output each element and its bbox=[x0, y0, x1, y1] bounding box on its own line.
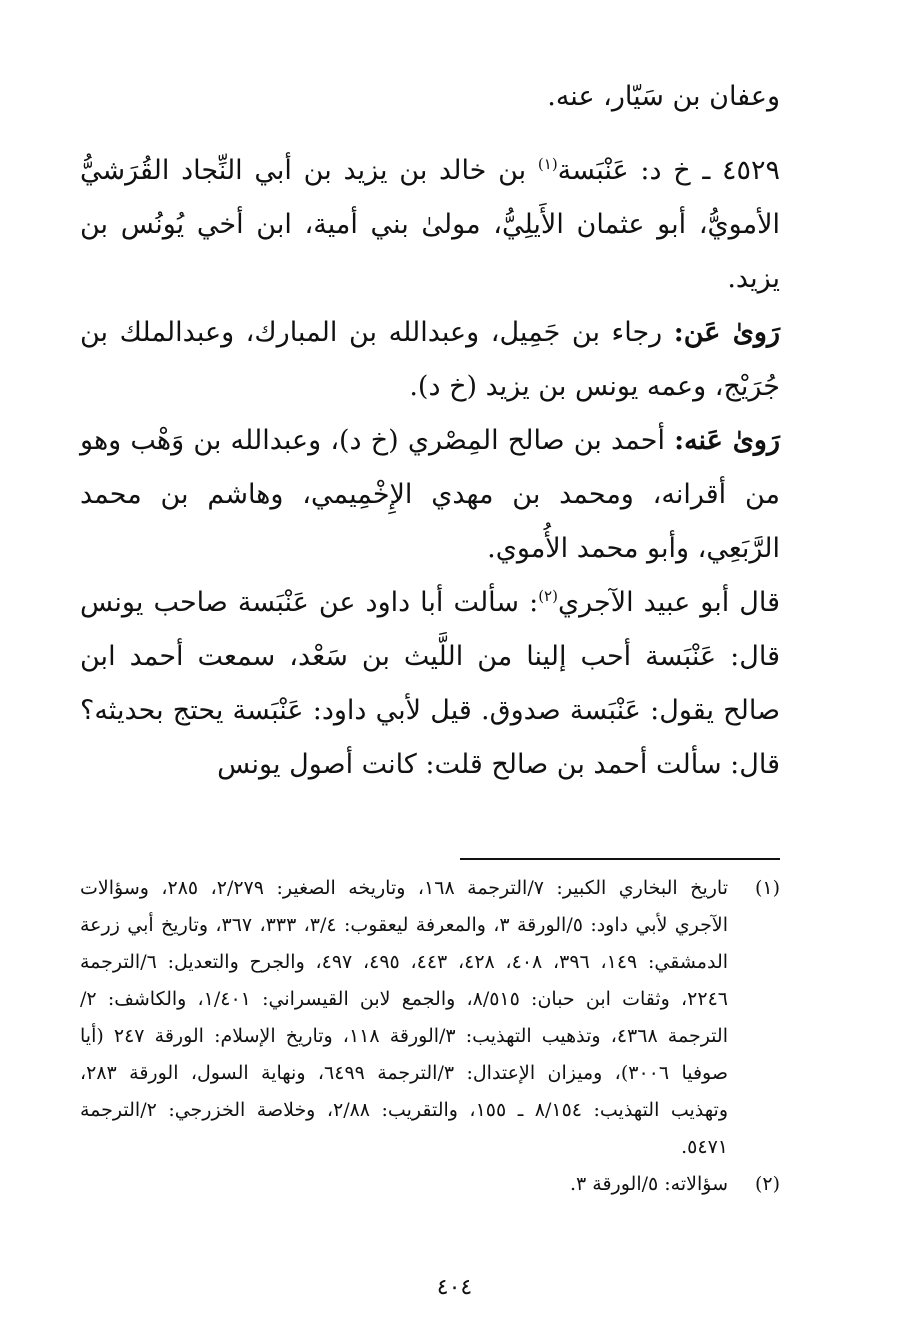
footnote-ref-1[interactable]: (١) bbox=[537, 155, 558, 173]
entry-paragraph bbox=[80, 144, 780, 306]
footnote-number: (٢) bbox=[754, 1173, 780, 1195]
rawa-an-text: رجاء بن جَمِيل، وعبدالله بن المبارك، وعبدالملك بن جُرَيْج، وعمه يونس بن يزيد (خ د). bbox=[80, 317, 780, 402]
page-number: ٤٠٤ bbox=[436, 1275, 473, 1300]
top-line: وعفان بن سَيّار، عنه. bbox=[547, 81, 780, 112]
qala-paragraph bbox=[80, 576, 780, 792]
rawa-anhu-paragraph bbox=[80, 414, 780, 576]
main-text bbox=[80, 70, 780, 792]
document-page bbox=[80, 70, 780, 1310]
footnote-ref-2[interactable]: (٢) bbox=[538, 587, 558, 605]
rawa-an-label: رَوىٰ عَن: bbox=[673, 317, 780, 348]
footnotes bbox=[80, 870, 780, 1203]
footnote-2 bbox=[80, 1166, 780, 1203]
qala-post: : سألت أبا داود عن عَنْبَسة صاحب يونس قال: عَنْبَسة أحب إلينا من اللَّيث بن سَعْد، سمعت أحمد ابن صالح يقول: عَنْبَسة صدوق. قيل لأبي داود: عَنْبَسة يحتج بحديثه؟ قال: سألت أحمد بن صالح قلت: كانت أصول يونس bbox=[80, 587, 780, 780]
qala-pre: قال أبو عبيد الآجري bbox=[557, 587, 780, 618]
rawa-anhu-label: رَوىٰ عَنه: bbox=[674, 425, 780, 456]
entry-heading: ٤٥٢٩ ـ خ د: عَنْبَسة bbox=[557, 155, 781, 186]
footnote-divider bbox=[460, 858, 780, 860]
rawa-an-paragraph bbox=[80, 306, 780, 414]
entry-text: بن خالد بن يزيد بن أبي النِّجاد القُرَشيُّ الأمويُّ، أبو عثمان الأَيلِيُّ، مولىٰ بني أمية، ابن أخي يُونُس بن يزيد. bbox=[80, 155, 780, 294]
footnote-text: سؤالاته: ٥/الورقة ٣. bbox=[569, 1173, 728, 1195]
footnote-number: (١) bbox=[754, 877, 780, 899]
footnote-text: تاريخ البخاري الكبير: ٧/الترجمة ١٦٨، وتاريخه الصغير: ٢/٢٧٩، ٢٨٥، وسؤالات الآجري لأبي داود: ٥/الورقة ٣، والمعرفة ليعقوب: ٣/٤، ٣٣٣، ٣٦٧، وتاريخ أبي زرعة الدمشقي: ١٤٩، ٣٩٦، ٤٠٨، ٤٢٨، ٤٤٣، ٤٩٥، ٤٩٧، والجرح والتعديل: ٦/الترجمة ٢٢٤٦، وثقات ابن حبان: ٨/٥١٥، والجمع لابن القيسراني: ١/٤٠١، والكاشف: ٢/الترجمة ٤٣٦٨، وتذهيب التهذيب: ٣/الورقة ١١٨، وتاريخ الإسلام: الورقة ٢٤٧ (أيا صوفيا ٣٠٠٦)، وميزان الإعتدال: ٣/الترجمة ٦٤٩٩، ونهاية السول، الورقة ٢٨٣، وتهذيب التهذيب: ٨/١٥٤ ـ ١٥٥، والتقريب: ٢/٨٨، وخلاصة الخزرجي: ٢/الترجمة ٥٤٧١. bbox=[80, 877, 729, 1158]
footnote-1 bbox=[80, 870, 780, 1166]
rawa-anhu-text: أحمد بن صالح المِصْري (خ د)، وعبدالله بن وَهْب وهو من أقرانه، ومحمد بن مهدي الإِخْمِيمي، وهاشم بن محمد الرَّبَعِي، وأبو محمد الأُموي. bbox=[80, 425, 780, 564]
